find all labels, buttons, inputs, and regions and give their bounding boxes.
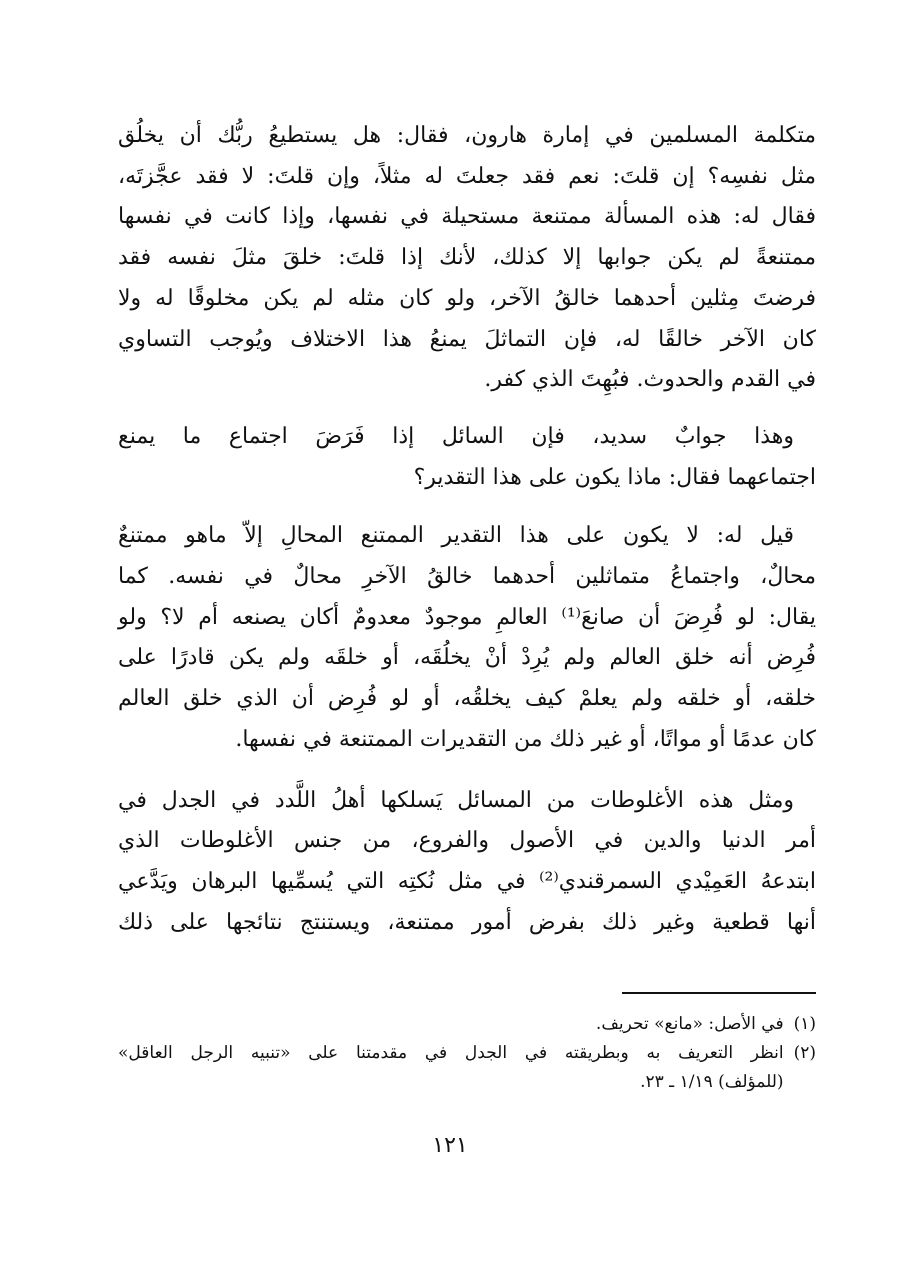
paragraph-3 (118, 516, 816, 760)
paragraph-1 (118, 116, 816, 401)
text-line: وهذا جوابٌ سديد، فإن السائل إذا فَرَضَ اجتماع ما يمنع (118, 423, 794, 449)
text-line: محالٌ، واجتماعُ متماثلين أحدهما خالقُ الآخرِ محالٌ في نفسه. كما (118, 564, 816, 590)
footnote-1 (118, 1010, 816, 1039)
footnote-text (118, 1039, 784, 1097)
paragraph-2 (118, 417, 816, 498)
text-line: كان الآخر خالقًا له، فإن التماثلَ يمنعُ هذا الاختلاف ويُوجب التساوي (118, 326, 816, 352)
footnotes (118, 1010, 816, 1097)
text-line: قيل له: لا يكون على هذا التقدير الممتنع المحالِ إلاّ ماهو ممتنعٌ (118, 523, 794, 549)
footnote-number: (٢) (793, 1043, 816, 1063)
text-line: أمر الدنيا والدين في الأصول والفروع، من جنس الأغلوطات الذي (118, 828, 816, 854)
paragraph-4 (118, 781, 816, 944)
footnote-line: في الأصل: «مانع» تحريف. (595, 1014, 784, 1034)
text-line: ممتنعةً لم يكن جوابها إلا كذلك، لأنك إذا قلتَ: خلقَ مثلَ نفسه فقد (118, 245, 816, 271)
footnote-line: (للمؤلف) ١/١٩ ـ ٢٣. (640, 1072, 784, 1092)
text-line: متكلمة المسلمين في إمارة هارون، فقال: هل يستطيعُ ربُّك أن يخلُق (118, 123, 816, 148)
footnote-2 (118, 1039, 816, 1097)
text-line: ومثل هذه الأغلوطات من المسائل يَسلكها أهلُ اللَّدد في الجدل في (118, 787, 794, 813)
text-line: فرضتَ مِثلين أحدهما خالقُ الآخر، ولو كان مثله لم يكن مخلوقًا له ولا (118, 285, 816, 311)
page-body (118, 116, 816, 943)
text-line: مثل نفسِه؟ إن قلتَ: نعم فقد جعلتَ له مثلاً، وإن قلتَ: لا فقد عجَّزتَه، (118, 163, 816, 189)
text-line: خلقه، أو خلقه ولم يعلمْ كيف يخلقُه، أو لو فُرِض أن الذي خلق العالم (118, 686, 817, 712)
page-number: ١٢١ (432, 1133, 468, 1158)
text-line: كان عدمًا أو مواتًا، أو غير ذلك من التقديرات الممتنعة في نفسها. (235, 726, 816, 752)
text-line: أنها قطعية وغير ذلك بفرض أمور ممتنعة، ويستنتج نتائجها على ذلك (118, 909, 816, 935)
text-line: يقال: لو فُرِضَ أن صانعَ⁽¹⁾ العالمِ موجودٌ معدومٌ أكان يصنعه أم لا؟ ولو (118, 604, 816, 630)
footnote-line: انظر التعريف به وبطريقته في الجدل في مقدمتنا على «تنبيه الرجل العاقل» (118, 1043, 784, 1063)
text-line: فُرِض أنه خلق العالم ولم يُرِدْ أنْ يخلُقَه، أو خلقَه ولم يكن قادرًا على (118, 645, 816, 671)
text-line: في القدم والحدوث. فبُهِتَ الذي كفر. (484, 367, 816, 393)
footnote-text (118, 1010, 784, 1039)
text-line: ابتدعهُ العَمِيْدي السمرقندي⁽²⁾ في مثل نُكتِه التي يُسمِّيها البرهان ويَدَّعي (118, 868, 816, 894)
text-line: فقال له: هذه المسألة ممتنعة مستحيلة في نفسها، وإذا كانت في نفسها (118, 204, 816, 230)
footnote-separator (622, 992, 816, 994)
footnote-number: (١) (793, 1014, 816, 1034)
text-line: اجتماعهما فقال: ماذا يكون على هذا التقدير؟ (413, 464, 816, 490)
